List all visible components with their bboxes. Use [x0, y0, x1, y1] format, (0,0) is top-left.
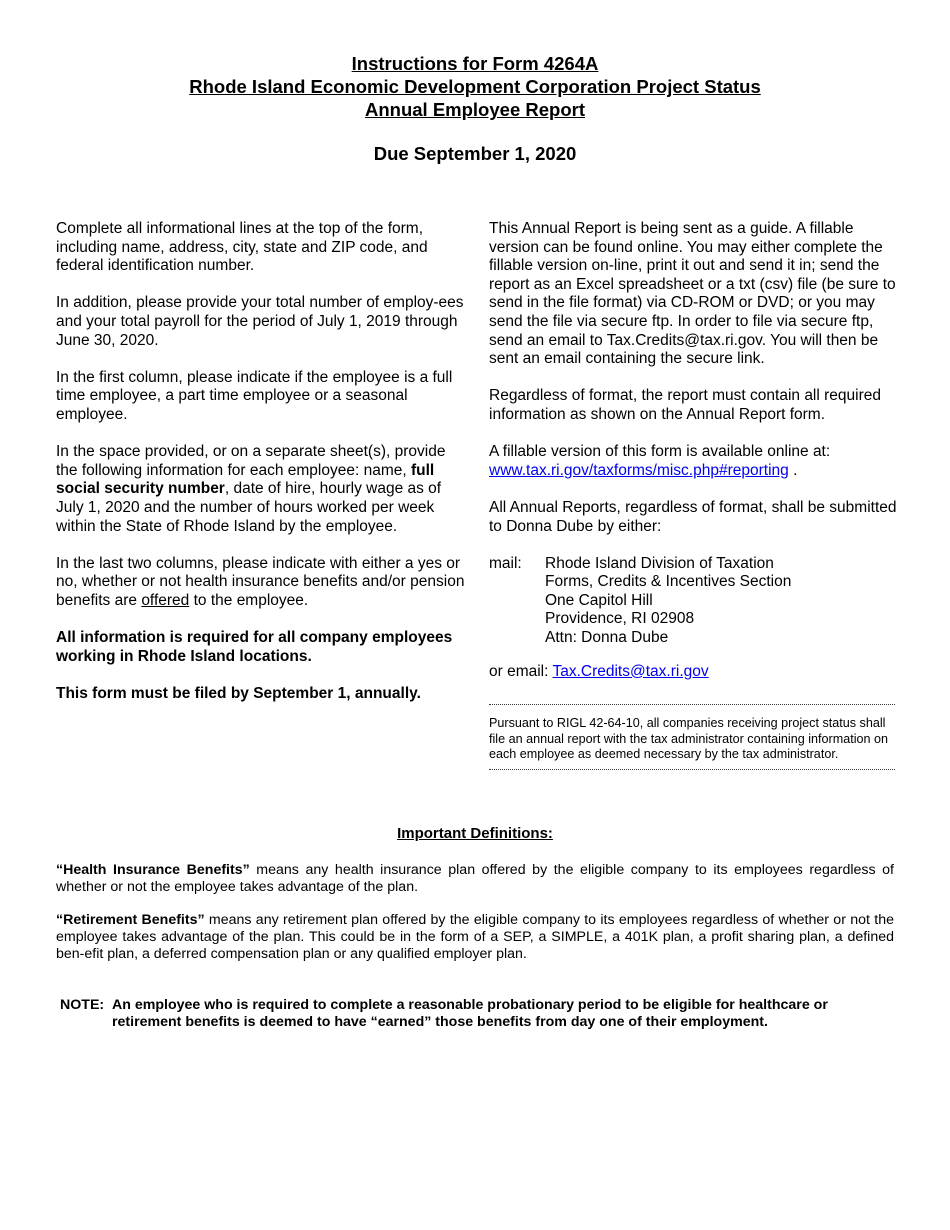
- p4-bold: full social security number: [56, 461, 435, 498]
- title-line-1: Instructions for Form 4264A: [351, 53, 599, 74]
- address-line: Attn: Donna Dube: [545, 629, 669, 647]
- address-line: One Capitol Hill: [545, 591, 653, 609]
- retirement-term: “Retirement Benefits”: [56, 912, 205, 928]
- health-term: “Health Insurance Benefits”: [56, 862, 250, 878]
- right-paragraph-4: All Annual Reports, regardless of format, shall be submitted to Donna Dube by either:: [489, 498, 897, 535]
- required-note: All information is required for all company employees working in Rhode Island locations.: [56, 629, 453, 665]
- address: [545, 555, 791, 648]
- address-line: Forms, Credits & Incentives Section: [545, 573, 792, 591]
- left-paragraph-3: In the first column, please indicate if the employee is a full time employee, a part time employee or a seasonal employee.: [56, 368, 453, 423]
- retirement-text: means any retirement plan offered by the eligible company to its employees regardless of whether or not the employee takes advantage of the plan. This could be in the form of a SEP, a SIMPLE, a 401K plan, a profit sharing plan, a defined ben-efit plan, a deferred compensation plan or any qualified employer plan.: [56, 912, 894, 962]
- p4-text-b: , date of hire, hourly wage as of July 1, 2020 and the number of hours worked per week within the State of Rhode Island by the employee.: [56, 480, 442, 535]
- address-line: Providence, RI 02908: [545, 610, 695, 628]
- note: [60, 997, 894, 1031]
- address-line: Rhode Island Division of Taxation: [545, 554, 774, 572]
- p4-text-a: In the space provided, or on a separate sheet(s), provide the following information for each employee: name,: [56, 443, 446, 479]
- left-paragraph-5: [56, 555, 466, 611]
- definitions: [56, 862, 894, 979]
- p5-underline: offered: [141, 591, 190, 609]
- left-paragraph-6: [56, 629, 466, 666]
- mail-label: mail:: [489, 554, 522, 572]
- due-date: Due September 1, 2020: [373, 143, 577, 164]
- online-text: A fillable version of this form is available online at:: [489, 443, 831, 461]
- p5-text-b: to the employee.: [189, 591, 309, 609]
- right-column: [489, 220, 899, 770]
- right-paragraph-3: [489, 443, 899, 480]
- left-paragraph-7: [56, 685, 466, 704]
- filing-deadline-note: This form must be filed by September 1, annually.: [56, 684, 421, 702]
- title-line-3: Annual Employee Report: [365, 99, 585, 120]
- health-text: means any health insurance plan offered by the eligible company to its employees regardless of whether or not the employee takes advantage of the plan.: [56, 862, 894, 895]
- link-tail: .: [788, 461, 798, 479]
- reporting-link[interactable]: www.tax.ri.gov/taxforms/misc.php#reporting: [489, 461, 789, 479]
- left-paragraph-1: Complete all informational lines at the top of the form, including name, address, city, state and ZIP code, and federal identification number.: [56, 220, 428, 275]
- left-paragraph-4: [56, 443, 466, 536]
- document-header: [0, 52, 950, 165]
- retirement-definition: [56, 912, 894, 963]
- pursuant-box: Pursuant to RIGL 42-64-10, all companies receiving project status shall file an annual report with the tax administrator containing information on each employee as deemed necessary by the tax administrator.: [489, 704, 895, 770]
- definitions-title: Important Definitions:: [397, 825, 553, 842]
- left-column: [56, 220, 466, 722]
- email-line: [489, 663, 899, 682]
- email-prefix: or email:: [489, 662, 553, 680]
- p5-text-a: In the last two columns, please indicate with either a yes or no, whether or not health insurance benefits and/or pension benefits are: [56, 554, 465, 609]
- email-link[interactable]: Tax.Credits@tax.ri.gov: [552, 662, 709, 680]
- mail-address-block: [489, 555, 899, 648]
- right-paragraph-1: This Annual Report is being sent as a guide. A fillable version can be found online. You may either complete the fillable version on-line, print it out and send it in; send the report as an Excel spreadsheet or a txt (csv) file (be sure to send in the file format) via CD-ROM or DVD; or you may send the file via secure ftp. In order to file via secure ftp, send an email to Tax.Credits@tax.ri.gov. You will then be sent an email containing the secure link.: [489, 220, 896, 368]
- health-definition: [56, 862, 894, 896]
- title-line-2: Rhode Island Economic Development Corporation Project Status: [189, 76, 761, 97]
- note-label: NOTE:: [60, 997, 105, 1013]
- right-paragraph-2: Regardless of format, the report must contain all required information as shown on the Annual Report form.: [489, 387, 881, 423]
- left-paragraph-2: In addition, please provide your total number of employ-ees and your total payroll for the period of July 1, 2019 through June 30, 2020.: [56, 294, 464, 349]
- note-text: An employee who is required to complete a reasonable probationary period to be eligible for healthcare or retirement benefits is deemed to have “earned” those benefits from day one of their employment.: [112, 997, 828, 1030]
